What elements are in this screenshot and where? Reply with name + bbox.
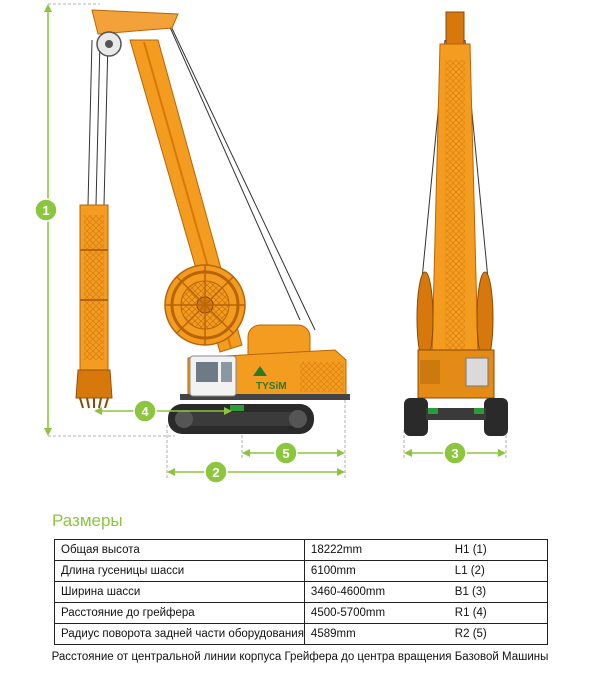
table-row <box>55 540 548 561</box>
row-code: L1 (2) <box>448 561 547 582</box>
row-value: 4589mm <box>304 624 448 645</box>
table-row <box>55 624 548 645</box>
table-row <box>55 603 548 624</box>
row-value: 3460-4600mm <box>304 582 448 603</box>
svg-text:2: 2 <box>212 465 220 480</box>
svg-text:5: 5 <box>282 446 290 461</box>
row-value: 4500-5700mm <box>304 603 448 624</box>
svg-text:4: 4 <box>141 404 149 419</box>
marker-4 <box>134 400 156 422</box>
table-row <box>55 561 548 582</box>
row-value: 18222mm <box>304 540 448 561</box>
row-code: B1 (3) <box>448 582 547 603</box>
side-view <box>44 4 350 478</box>
dimensions-table <box>54 539 548 645</box>
row-name: Расстояние до грейфера <box>55 603 305 624</box>
svg-text:1: 1 <box>42 203 50 218</box>
brand-logo: TYSiM <box>256 381 287 392</box>
front-view <box>404 12 508 458</box>
section-title: Размеры <box>52 511 123 530</box>
hose-reel <box>165 265 245 345</box>
marker-5 <box>275 442 297 464</box>
row-name: Длина гусеницы шасси <box>55 561 305 582</box>
row-name: Ширина шасси <box>55 582 305 603</box>
footnote: Расстояние от центральной линии корпуса Грейфера до центра вращения Базовой Машины <box>51 651 549 663</box>
row-code: R2 (5) <box>448 624 547 645</box>
marker-1 <box>35 199 57 221</box>
row-name: Общая высота <box>55 540 305 561</box>
crawler-track <box>168 404 314 434</box>
row-code: R1 (4) <box>448 603 547 624</box>
table-row <box>55 582 548 603</box>
grab-bucket <box>76 205 112 408</box>
marker-3 <box>444 442 466 464</box>
svg-text:3: 3 <box>451 446 459 461</box>
operator-cabin <box>190 356 236 396</box>
row-name: Радиус поворота задней части оборудования <box>55 624 305 645</box>
row-value: 6100mm <box>304 561 448 582</box>
marker-2 <box>205 461 227 483</box>
row-code: H1 (1) <box>448 540 547 561</box>
